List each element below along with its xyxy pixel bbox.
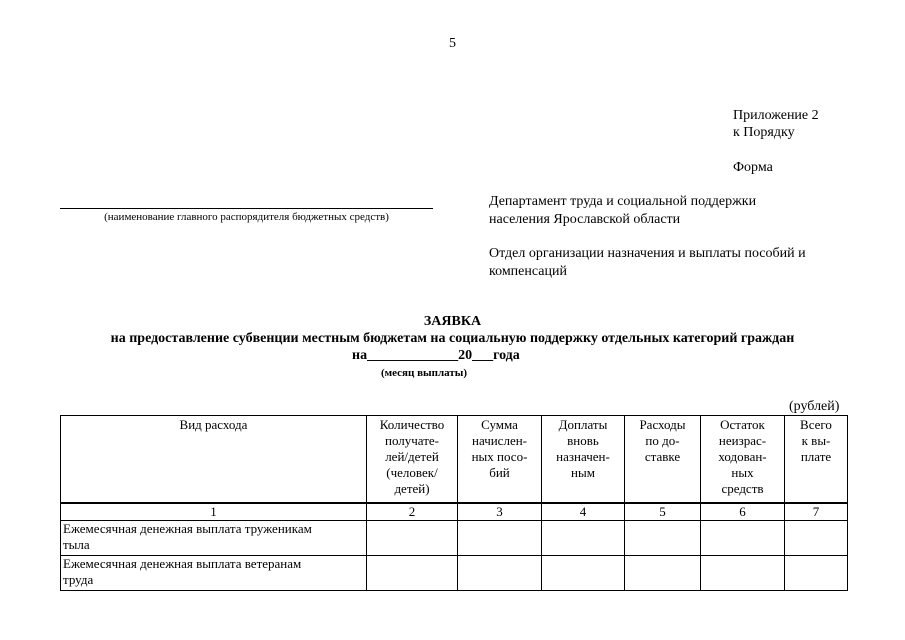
header-unspent-balance [701,416,785,504]
budget-holder-caption: (наименование главного распорядителя бюджетных средств) [104,211,389,223]
expense-name-cell [61,521,367,556]
header-line: Остаток [720,417,765,432]
empty-value-cell [785,521,848,556]
table-header-row [61,416,848,504]
header-line: Сумма [481,417,518,432]
header-line: начислен- [471,433,527,448]
header-recipients-count [367,416,458,504]
header-line: плате [800,449,832,464]
header-new-payments [542,416,625,504]
header-line: лей/детей [385,449,439,464]
column-number: 5 [625,503,701,521]
header-line: Вид расхода [179,417,248,432]
column-number: 3 [458,503,542,521]
empty-value-cell [367,521,458,556]
header-line: средств [721,481,764,496]
header-delivery-costs [625,416,701,504]
header-line: к вы- [801,433,831,448]
empty-value-cell [785,556,848,591]
month-caption: (месяц выплаты) [381,367,468,379]
document-subtitle: на предоставление субвенции местным бюджетам на социальную поддержку отдельных категорий граждан [110,331,795,346]
expense-name-cell [61,556,367,591]
column-number: 7 [785,503,848,521]
header-accrued-amount [458,416,542,504]
header-line: ных [731,465,754,480]
column-number: 2 [367,503,458,521]
table-row [61,556,848,591]
header-line: (человек/ [386,465,438,480]
document-title: ЗАЯВКА [423,314,482,329]
department-name-line-2: населения Ярославской области [489,212,681,227]
expense-name-line: Ежемесячная денежная выплата ветеранам [63,556,302,571]
period-line: на_____________20___года [352,348,520,363]
header-total-payable [785,416,848,504]
expense-name-line: труда [63,572,94,587]
empty-value-cell [542,521,625,556]
empty-value-cell [701,556,785,591]
header-line: Доплаты [558,417,608,432]
header-line: назначен- [556,449,610,464]
expense-name-line: Ежемесячная денежная выплата труженикам [63,521,312,536]
header-line: бий [489,465,510,480]
empty-value-cell [367,556,458,591]
header-line: по до- [645,433,680,448]
header-line: неизрас- [718,433,767,448]
expense-table [60,415,848,591]
empty-value-cell [458,521,542,556]
empty-value-cell [458,556,542,591]
column-number: 1 [61,503,367,521]
column-number: 4 [542,503,625,521]
order-reference: к Порядку [733,125,795,140]
table-row [61,521,848,556]
empty-value-cell [701,521,785,556]
header-line: ставке [644,449,681,464]
empty-value-cell [542,556,625,591]
header-line: Всего [800,417,832,432]
header-line: ным [571,465,595,480]
header-line: вновь [567,433,599,448]
budget-holder-blank-line [60,208,433,209]
header-line: детей) [394,481,430,496]
header-line: получате- [384,433,440,448]
header-expense-type [61,416,367,504]
column-number: 6 [701,503,785,521]
header-line: Количество [379,417,445,432]
department-unit-line-2: компенсаций [489,264,567,279]
empty-value-cell [625,556,701,591]
form-label: Форма [733,160,773,175]
page-number: 5 [449,36,456,51]
empty-value-cell [625,521,701,556]
appendix-label: Приложение 2 [733,108,819,123]
department-unit-line-1: Отдел организации назначения и выплаты пособий и [489,246,806,261]
header-line: ходован- [718,449,767,464]
department-name-line-1: Департамент труда и социальной поддержки [489,194,757,209]
expense-name-line: тыла [63,537,90,552]
header-line: ных посо- [471,449,528,464]
column-number-row [61,503,848,521]
header-line: Расходы [639,417,686,432]
currency-unit-label: (рублей) [789,399,840,414]
